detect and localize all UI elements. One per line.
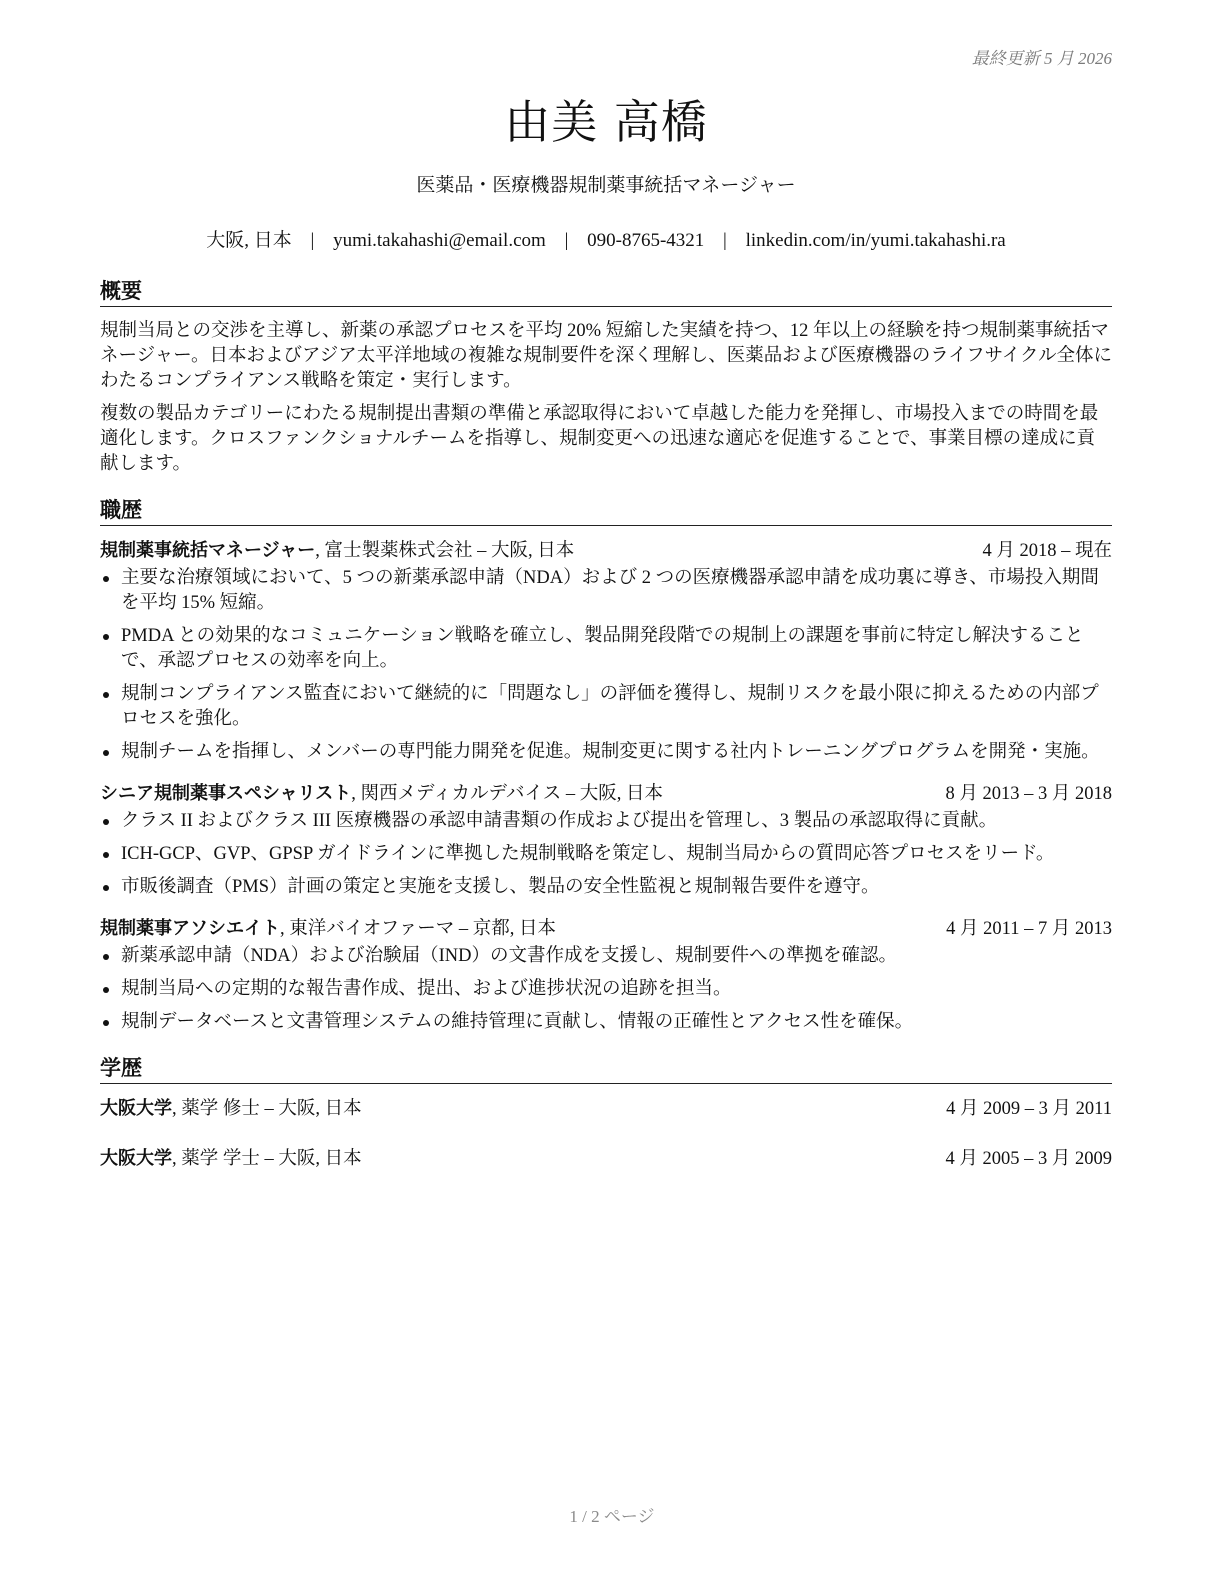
job-title: 規制薬事アソシエイト — [100, 918, 280, 939]
job-header — [100, 916, 1112, 942]
contact-separator: | — [310, 230, 315, 251]
job-entry — [100, 916, 1112, 1035]
bullet-icon — [103, 750, 109, 756]
job-title: 規制薬事統括マネージャー — [100, 540, 316, 561]
education-detail: , 薬学 学士 – 大阪, 日本 — [172, 1149, 362, 1169]
bullet-icon — [103, 987, 109, 993]
contact-phone: 090-8765-4321 — [587, 230, 705, 251]
job-bullet: 規制データベースと文書管理システムの維持管理に貢献し、情報の正確性とアクセス性を確保。 — [121, 1010, 1112, 1035]
job-entry — [100, 781, 1112, 900]
job-role-company — [100, 916, 556, 942]
education-section — [100, 1055, 1112, 1172]
bullet-icon — [103, 1020, 109, 1026]
job-bullet: 新薬承認申請（NDA）および治験届（IND）の文書作成を支援し、規制要件への準拠を確認。 — [121, 944, 1112, 969]
job-title: シニア規制薬事スペシャリスト — [100, 783, 352, 804]
page-number: 1 / 2 ページ — [569, 1507, 655, 1526]
job-bullet: クラス II およびクラス III 医療機器の承認申請書類の作成および提出を管理し、3 製品の承認取得に貢献。 — [121, 809, 1112, 834]
job-company: , 東洋バイオファーマ – 京都, 日本 — [280, 919, 557, 939]
job-bullets — [100, 944, 1112, 1035]
education-heading: 学歴 — [100, 1055, 1112, 1084]
job-company: , 富士製薬株式会社 – 大阪, 日本 — [315, 541, 575, 561]
summary-paragraph: 複数の製品カテゴリーにわたる規制提出書類の準備と承認取得において卓越した能力を発揮し、市場投入までの時間を最適化します。クロスファンクショナルチームを指導し、規制変更への迅速な適応を促進することで、事業目標の達成に貢献します。 — [100, 404, 1099, 474]
summary-section — [100, 278, 1112, 477]
bullet-icon — [103, 634, 109, 640]
education-school-degree — [100, 1146, 362, 1172]
candidate-name: 由美 高橋 — [504, 95, 708, 149]
job-bullet: 市販後調査（PMS）計画の策定と実施を支援し、製品の安全性監視と規制報告要件を遵守。 — [121, 875, 1112, 900]
bullet-icon — [103, 576, 109, 582]
job-company: , 関西メディカルデバイス – 大阪, 日本 — [351, 784, 664, 804]
contact-linkedin[interactable]: linkedin.com/in/yumi.takahashi.ra — [745, 230, 1006, 251]
bullet-icon — [103, 852, 109, 858]
bullet-icon — [103, 819, 109, 825]
job-bullet: PMDA との効果的なコミュニケーション戦略を確立し、製品開発段階での規制上の課題を事前に特定し解決することで、承認プロセスの効率を向上。 — [121, 624, 1112, 674]
contact-location: 大阪, 日本 — [206, 230, 292, 251]
summary-paragraph: 規制当局との交渉を主導し、新薬の承認プロセスを平均 20% 短縮した実績を持つ、12 年以上の経験を持つ規制薬事統括マネージャー。日本およびアジア太平洋地域の複雑な規制要件を深く理解し、医薬品および医療機器のライフサイクル全体にわたるコンプライアンス戦略を策定・実行します。 — [100, 321, 1112, 391]
education-school: 大阪大学 — [100, 1098, 172, 1119]
education-entry — [100, 1146, 1112, 1172]
education-dates: 4 月 2009 – 3 月 2011 — [946, 1099, 1112, 1119]
experience-heading: 職歴 — [100, 497, 1112, 526]
job-role-company — [100, 538, 574, 564]
bullet-icon — [103, 692, 109, 698]
job-header — [100, 538, 1112, 564]
summary-heading: 概要 — [100, 278, 1112, 307]
job-dates: 8 月 2013 – 3 月 2018 — [945, 784, 1112, 804]
job-role-company — [100, 781, 663, 807]
job-bullet: ICH-GCP、GVP、GPSP ガイドラインに準拠した規制戦略を策定し、規制当局からの質問応答プロセスをリード。 — [121, 842, 1112, 867]
education-school-degree — [100, 1096, 362, 1122]
job-bullet: 規制当局への定期的な報告書作成、提出、および進捗状況の追跡を担当。 — [121, 977, 1112, 1002]
job-bullets — [100, 566, 1112, 765]
bullet-icon — [103, 954, 109, 960]
job-bullet: 主要な治療領域において、5 つの新薬承認申請（NDA）および 2 つの医療機器承認申請を成功裏に導き、市場投入期間を平均 15% 短縮。 — [121, 566, 1112, 616]
contact-separator: | — [723, 230, 727, 251]
job-entry — [100, 538, 1112, 765]
contact-email[interactable]: yumi.takahashi@email.com — [333, 230, 546, 251]
last-updated: 最終更新 5 月 2026 — [971, 49, 1112, 68]
job-dates: 4 月 2011 – 7 月 2013 — [946, 919, 1112, 939]
job-header — [100, 781, 1112, 807]
candidate-headline: 医薬品・医療機器規制薬事統括マネージャー — [416, 175, 796, 196]
job-bullet: 規制チームを指揮し、メンバーの専門能力開発を促進。規制変更に関する社内トレーニングプログラムを開発・実施。 — [121, 740, 1112, 765]
education-school: 大阪大学 — [100, 1148, 172, 1169]
job-dates: 4 月 2018 – 現在 — [982, 541, 1112, 561]
contact-line — [100, 225, 1112, 252]
education-detail: , 薬学 修士 – 大阪, 日本 — [172, 1099, 362, 1119]
experience-section — [100, 497, 1112, 1035]
job-bullet: 規制コンプライアンス監査において継続的に「問題なし」の評価を獲得し、規制リスクを最小限に抑えるための内部プロセスを強化。 — [121, 682, 1112, 732]
resume-body — [100, 278, 1112, 1196]
contact-separator: | — [564, 230, 569, 251]
job-bullets — [100, 809, 1112, 900]
education-entry — [100, 1096, 1112, 1122]
bullet-icon — [103, 885, 109, 891]
education-dates: 4 月 2005 – 3 月 2009 — [945, 1149, 1112, 1169]
